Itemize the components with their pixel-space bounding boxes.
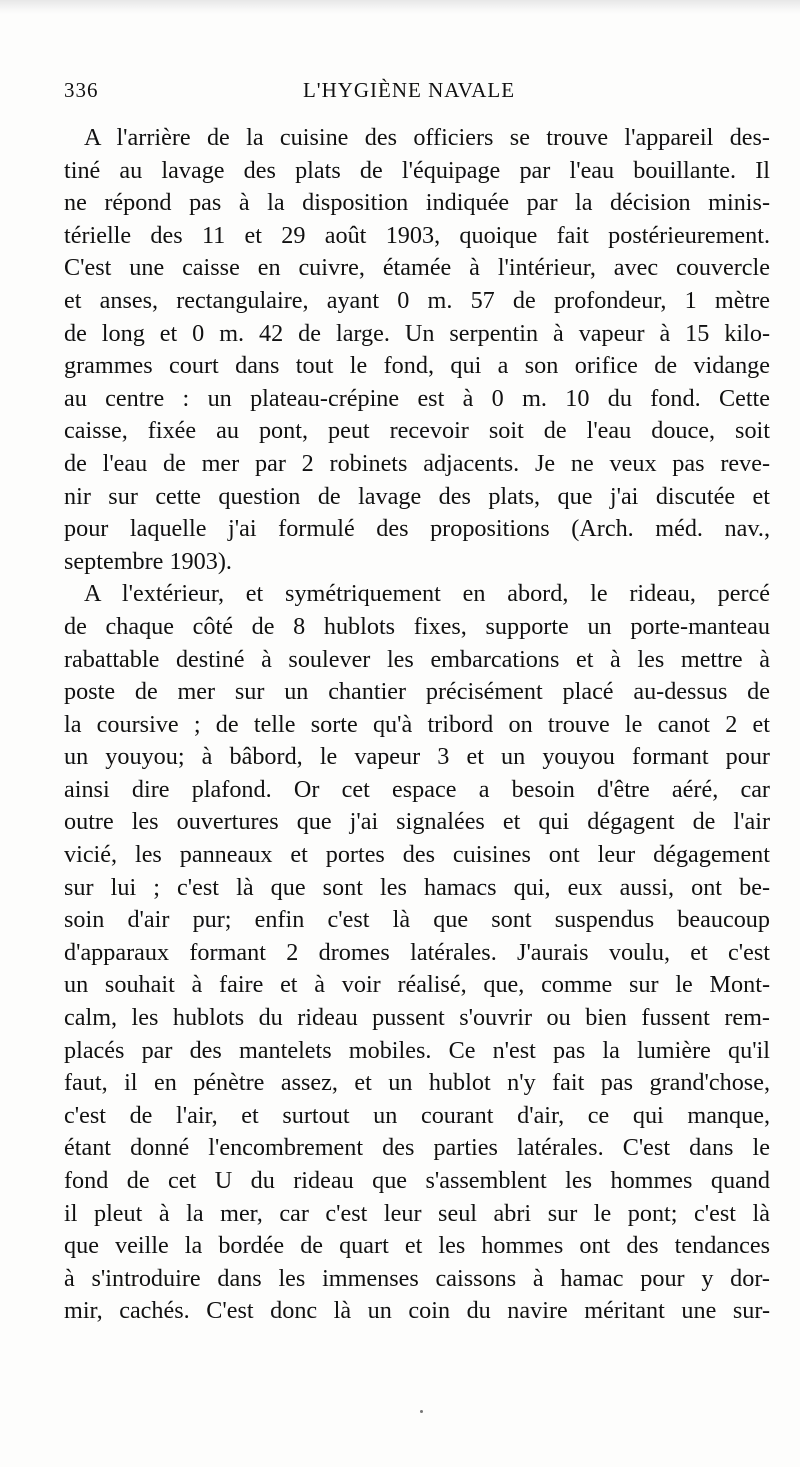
text-line: A l'arrière de la cuisine des officiers se trouve l'appareil des- — [84, 124, 770, 151]
body-text — [64, 122, 770, 1328]
running-title: L'HYGIÈNE NAVALE — [302, 78, 516, 102]
text-line: pour laquelle j'ai formulé des propositions (Arch. méd. nav., — [64, 515, 770, 543]
text-line: ne répond pas à la disposition indiquée par la décision minis- — [64, 189, 770, 217]
text-line: caisse, fixée au pont, peut recevoir soit de l'eau douce, soit — [64, 417, 770, 445]
text-line: au centre : un plateau-crépine est à 0 m. 10 du fond. Cette — [64, 384, 770, 412]
text-line: nir sur cette question de lavage des plats, que j'ai discutée et — [64, 482, 770, 510]
text-line: de l'eau de mer par 2 robinets adjacents. Je ne veux pas reve- — [64, 449, 770, 477]
text-line: septembre 1903). — [64, 547, 232, 575]
page-header — [64, 78, 754, 108]
text-line: un youyou; à bâbord, le vapeur 3 et un youyou formant pour — [64, 743, 770, 771]
text-line: calm, les hublots du rideau pussent s'ouvrir ou bien fussent rem- — [64, 1004, 770, 1032]
text-line: vicié, les panneaux et portes des cuisines ont leur dégagement — [64, 841, 770, 869]
text-line: placés par des mantelets mobiles. Ce n'est pas la lumière qu'il — [64, 1036, 770, 1064]
text-line: C'est une caisse en cuivre, étamée à l'intérieur, avec couvercle — [64, 254, 770, 282]
text-line: rabattable destiné à soulever les embarcations et à les mettre à — [64, 645, 770, 673]
text-line: fond de cet U du rideau que s'assemblent les hommes quand — [64, 1167, 770, 1194]
print-speck — [420, 1410, 423, 1413]
text-line: mir, cachés. C'est donc là un coin du navire méritant une sur- — [64, 1297, 770, 1325]
text-line: poste de mer sur un chantier précisément placé au-dessus de — [64, 678, 770, 706]
text-line: tiné au lavage des plats de l'équipage par l'eau bouillante. Il — [64, 156, 770, 184]
text-line: de chaque côté de 8 hublots fixes, supporte un porte-manteau — [64, 612, 770, 640]
text-line: à s'introduire dans les immenses caissons à hamac pour y dor- — [64, 1264, 770, 1292]
text-line: un souhait à faire et à voir réalisé, que, comme sur le Mont- — [64, 971, 770, 999]
text-line: étant donné l'encombrement des parties latérales. C'est dans le — [64, 1134, 770, 1162]
text-line: soin d'air pur; enfin c'est là que sont suspendus beaucoup — [64, 906, 770, 934]
text-line: térielle des 11 et 29 août 1903, quoique fait postérieurement. — [64, 221, 770, 249]
page-number: 336 — [64, 78, 99, 102]
text-line: il pleut à la mer, car c'est leur seul abri sur le pont; c'est là — [64, 1199, 770, 1227]
page-top-edge — [0, 0, 800, 14]
text-line: ainsi dire plafond. Or cet espace a besoin d'être aéré, car — [64, 775, 770, 803]
text-line: A l'extérieur, et symétriquement en abord, le rideau, percé — [84, 580, 770, 608]
text-line: la coursive ; de telle sorte qu'à tribord on trouve le canot 2 et — [64, 710, 770, 738]
text-line: de long et 0 m. 42 de large. Un serpentin à vapeur à 15 kilo- — [64, 319, 770, 347]
text-line: outre les ouvertures que j'ai signalées et qui dégagent de l'air — [64, 808, 770, 836]
text-line: c'est de l'air, et surtout un courant d'air, ce qui manque, — [64, 1101, 770, 1129]
text-line: grammes court dans tout le fond, qui a son orifice de vidange — [64, 352, 770, 380]
text-line: que veille la bordée de quart et les hommes ont des tendances — [64, 1232, 770, 1260]
text-line: et anses, rectangulaire, ayant 0 m. 57 de profondeur, 1 mètre — [64, 286, 770, 314]
text-line: faut, il en pénètre assez, et un hublot n'y fait pas grand'chose, — [64, 1069, 770, 1097]
text-line: sur lui ; c'est là que sont les hamacs qui, eux aussi, ont be- — [64, 873, 770, 901]
text-line: d'apparaux formant 2 dromes latérales. J'aurais voulu, et c'est — [64, 938, 770, 966]
